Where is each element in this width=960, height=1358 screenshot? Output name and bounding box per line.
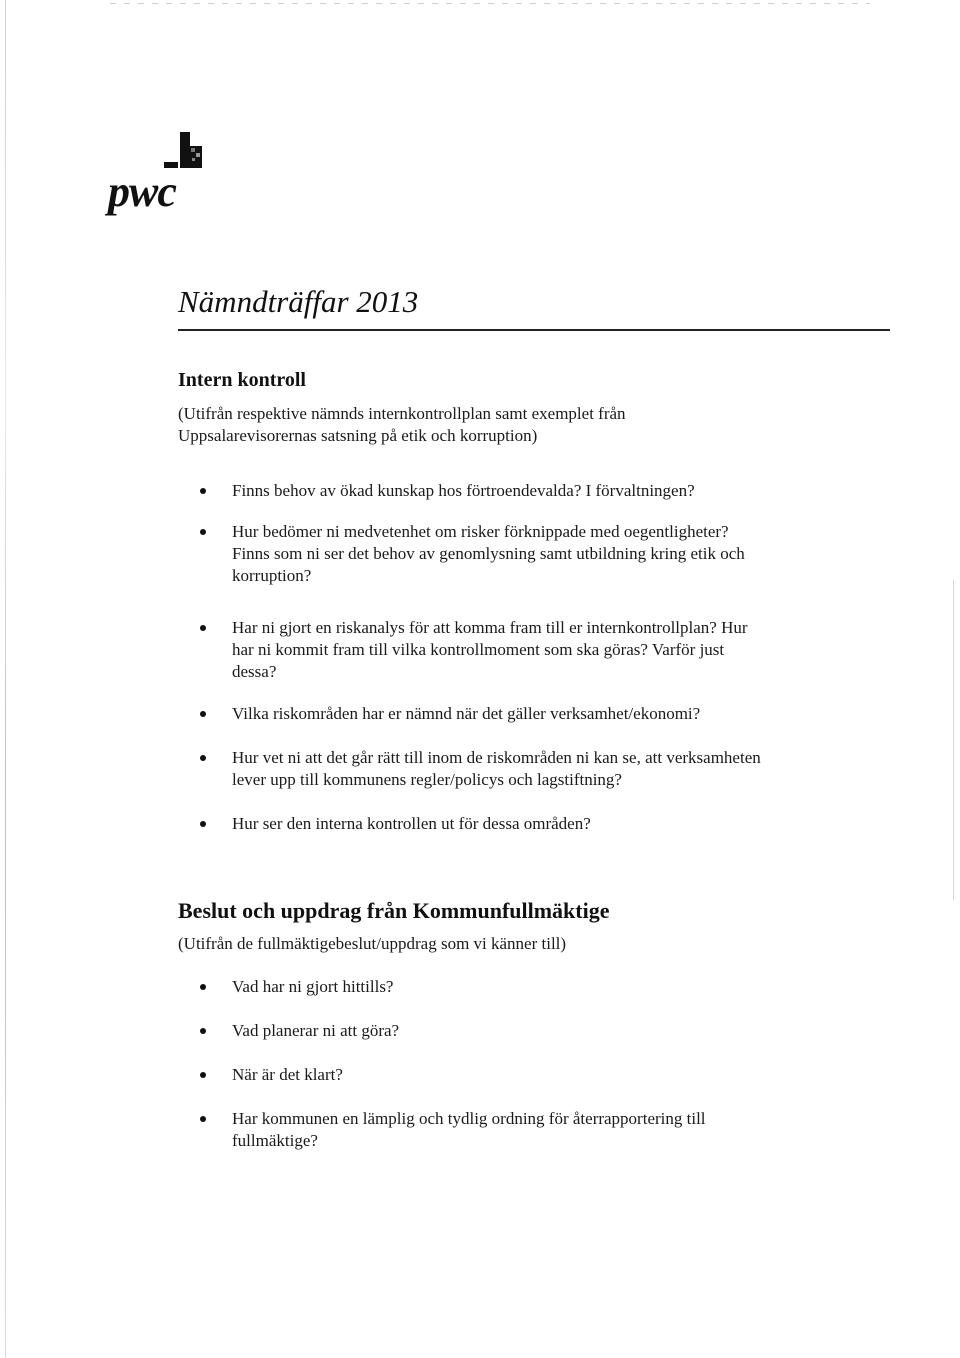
list-item-text: Hur ser den interna kontrollen ut för dessa områden? (232, 814, 591, 833)
list-item-text: Finns behov av ökad kunskap hos förtroendevalda? I förvaltningen? (232, 481, 695, 500)
section1-intro (178, 403, 626, 447)
section2-intro: (Utifrån de fullmäktigebeslut/uppdrag som vi känner till) (178, 934, 567, 953)
scan-edge-top (110, 3, 870, 4)
document-title: Nämndträffar 2013 (178, 284, 419, 319)
list-item-text: Hur vet ni att det går rätt till inom de riskområden ni kan se, att verksamheten (232, 748, 761, 767)
list-item-text: har ni kommit fram till vilka kontrollmoment som ska göras? Varför just (232, 640, 725, 659)
list-item-text: Vilka riskområden har er nämnd när det gäller verksamhet/ekonomi? (232, 704, 701, 723)
list-item-text: Har ni gjort en riskanalys för att komma fram till er internkontrollplan? Hur (232, 618, 748, 637)
list-item-text: Vad planerar ni att göra? (232, 1021, 400, 1040)
list-item-text: lever upp till kommunens regler/policys och lagstiftning? (232, 770, 622, 789)
bullet-icon (200, 711, 206, 717)
list-item-text: fullmäktige? (232, 1131, 318, 1150)
list-item-text: korruption? (232, 566, 312, 585)
bullet-icon (200, 488, 206, 494)
pwc-logo (108, 128, 228, 218)
section1-intro-line: (Utifrån respektive nämnds internkontrollplan samt exemplet från (178, 404, 626, 423)
bullet-icon (200, 625, 206, 631)
list-item-text: Har kommunen en lämplig och tydlig ordning för återrapportering till (232, 1109, 706, 1128)
bullet-icon (200, 984, 206, 990)
list-item-text: När är det klart? (232, 1065, 343, 1084)
title-divider (178, 329, 890, 331)
list-item-text: Vad har ni gjort hittills? (232, 977, 394, 996)
bullet-icon (200, 1028, 206, 1034)
bullet-icon (200, 1072, 206, 1078)
list-item-text: Finns som ni ser det behov av genomlysning samt utbildning kring etik och (232, 544, 745, 563)
bullet-icon (200, 755, 206, 761)
list-item-text: dessa? (232, 662, 277, 681)
scan-edge-right (953, 580, 954, 900)
section-heading-intern-kontroll: Intern kontroll (178, 369, 306, 391)
scan-edge-left (5, 0, 6, 1358)
pwc-logo-mark-icon (164, 128, 204, 170)
pwc-logo-text: pwc (108, 167, 176, 216)
bullet-icon (200, 529, 206, 535)
list-item-text: Hur bedömer ni medvetenhet om risker förknippade med oegentligheter? (232, 522, 729, 541)
bullet-icon (200, 821, 206, 827)
bullet-icon (200, 1116, 206, 1122)
section1-intro-line: Uppsalarevisorernas satsning på etik och korruption) (178, 426, 538, 445)
section-heading-beslut-och-uppdrag: Beslut och uppdrag från Kommunfullmäktige (178, 898, 610, 923)
